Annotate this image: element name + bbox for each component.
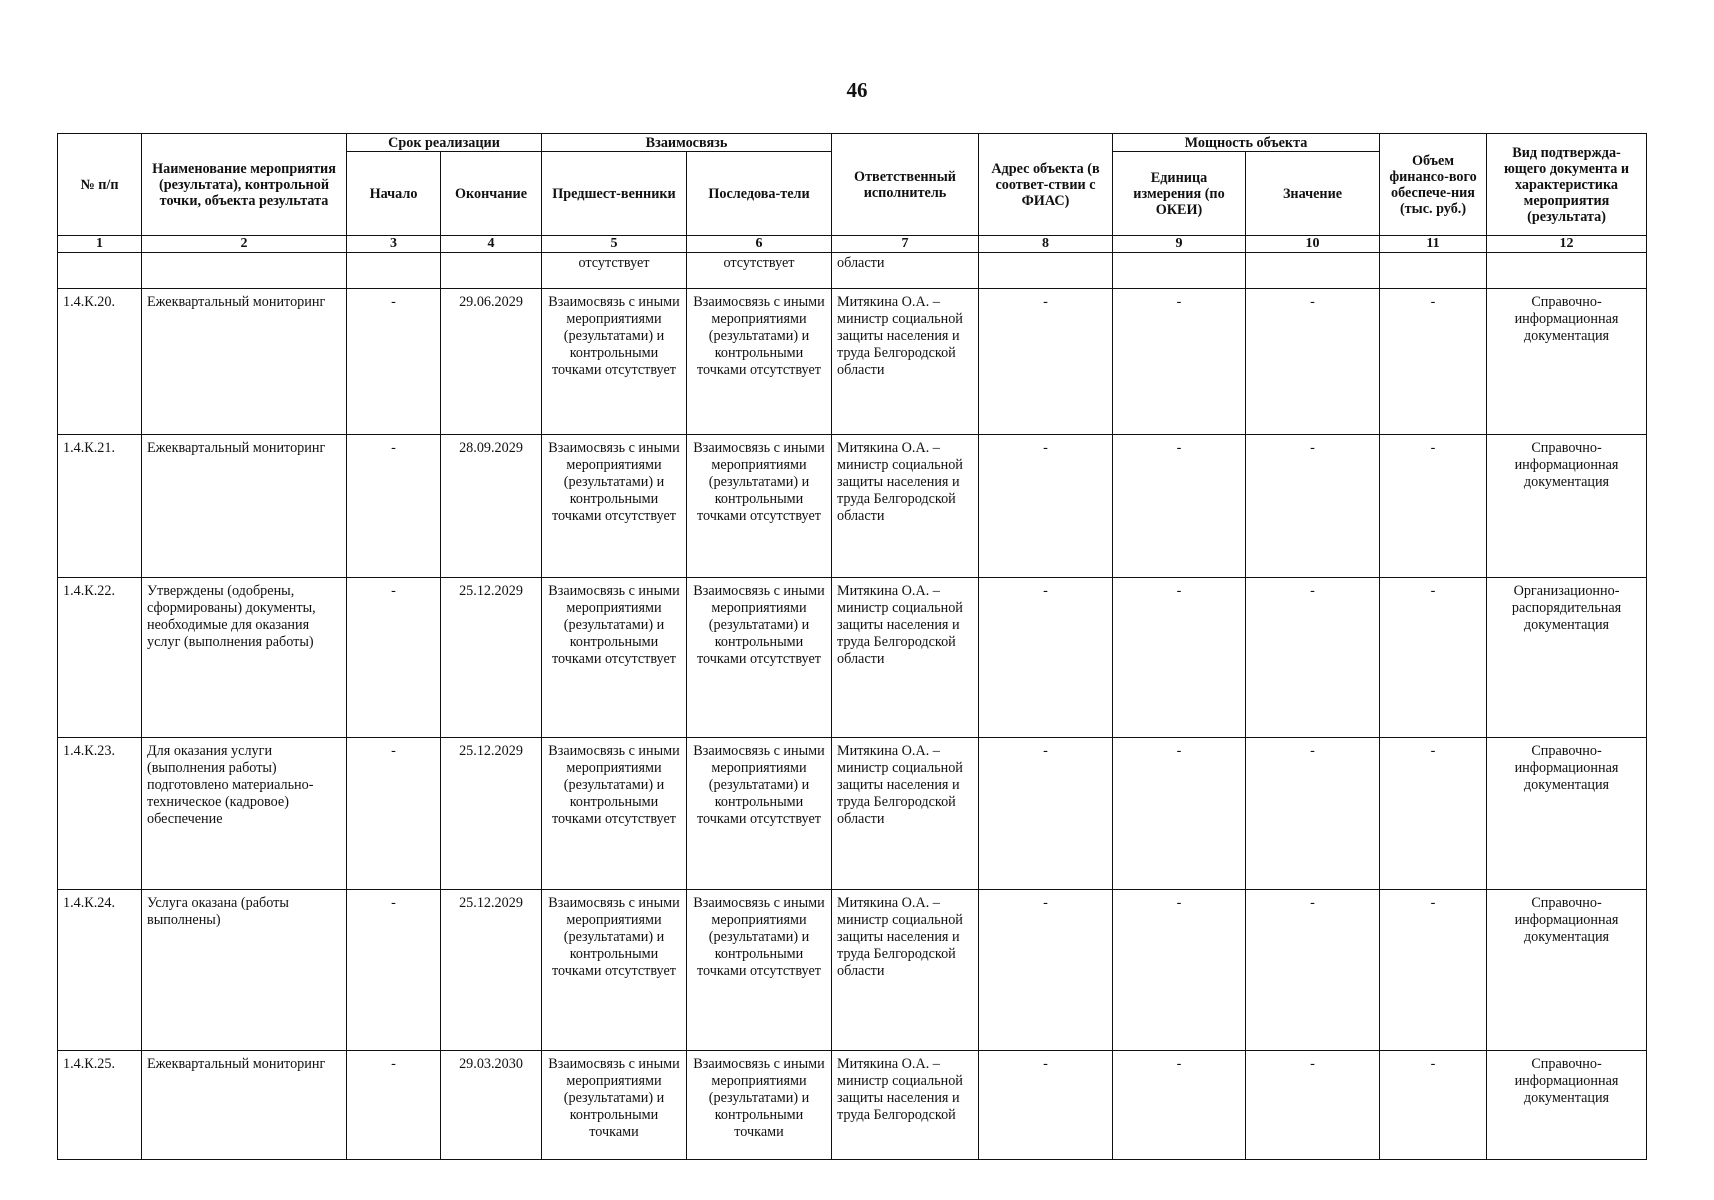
header-responsible: Ответственный исполнитель — [832, 134, 979, 236]
header-predecessors: Предшест-венники — [542, 152, 687, 236]
header-funding: Объем финансо-вого обеспече-ния (тыс. руб.) — [1380, 134, 1487, 236]
cell-end: 28.09.2029 — [441, 435, 542, 578]
header-value: Значение — [1246, 152, 1380, 236]
column-number: 11 — [1380, 236, 1487, 253]
continuation-row — [58, 253, 1647, 289]
table-header — [58, 134, 1647, 253]
header-address: Адрес объекта (в соответ-ствии с ФИАС) — [979, 134, 1113, 236]
cell-successors: Взаимосвязь с иными мероприятиями (результатами) и контрольными точками отсутствует — [687, 435, 832, 578]
cell-predecessors: Взаимосвязь с иными мероприятиями (результатами) и контрольными точками отсутствует — [542, 289, 687, 435]
column-number: 8 — [979, 236, 1113, 253]
cell-document: Справочно-информационная документация — [1487, 435, 1647, 578]
cell-funding: - — [1380, 289, 1487, 435]
header-unit: Единица измерения (по ОКЕИ) — [1113, 152, 1246, 236]
cell-num: 1.4.К.21. — [58, 435, 142, 578]
header-group-srok: Срок реализации — [347, 134, 542, 152]
cell-name: Услуга оказана (работы выполнены) — [142, 890, 347, 1051]
cell-value: - — [1246, 890, 1380, 1051]
cell-value: - — [1246, 738, 1380, 890]
table-row — [58, 289, 1647, 435]
cell-successors: Взаимосвязь с иными мероприятиями (результатами) и контрольными точками отсутствует — [687, 289, 832, 435]
cell-num: 1.4.К.24. — [58, 890, 142, 1051]
header-name: Наименование мероприятия (результата), контрольной точки, объекта результата — [142, 134, 347, 236]
cell-end: 29.06.2029 — [441, 289, 542, 435]
cell-document: Организационно-распорядительная документация — [1487, 578, 1647, 738]
cell-end: 25.12.2029 — [441, 738, 542, 890]
cell-start: - — [347, 890, 441, 1051]
header-group-vzaim: Взаимосвязь — [542, 134, 832, 152]
header-successors: Последова-тели — [687, 152, 832, 236]
cell-funding: - — [1380, 890, 1487, 1051]
column-number: 4 — [441, 236, 542, 253]
cell-address: - — [979, 578, 1113, 738]
header-start: Начало — [347, 152, 441, 236]
cell-name: Ежеквартальный мониторинг — [142, 1051, 347, 1160]
cell-document: Справочно-информационная документация — [1487, 890, 1647, 1051]
cell-predecessors: Взаимосвязь с иными мероприятиями (результатами) и контрольными точками отсутствует — [542, 435, 687, 578]
cell-unit: - — [1113, 890, 1246, 1051]
cell-num: 1.4.К.25. — [58, 1051, 142, 1160]
cell-start: - — [347, 289, 441, 435]
table-row — [58, 890, 1647, 1051]
cell-start: - — [347, 435, 441, 578]
column-number: 1 — [58, 236, 142, 253]
cell-address: - — [979, 890, 1113, 1051]
cell-address: - — [979, 738, 1113, 890]
cell-responsible: Митякина О.А. – министр социальной защиты населения и труда Белгородской области — [832, 435, 979, 578]
cell-successors: Взаимосвязь с иными мероприятиями (результатами) и контрольными точками отсутствует — [687, 578, 832, 738]
column-number: 10 — [1246, 236, 1380, 253]
cell-successors: Взаимосвязь с иными мероприятиями (результатами) и контрольными точками — [687, 1051, 832, 1160]
cell-document: Справочно-информационная документация — [1487, 738, 1647, 890]
cell-funding: - — [1380, 578, 1487, 738]
cell-successors: Взаимосвязь с иными мероприятиями (результатами) и контрольными точками отсутствует — [687, 738, 832, 890]
cell-address: - — [979, 435, 1113, 578]
header-document: Вид подтвержда-ющего документа и характеристика мероприятия (результата) — [1487, 134, 1647, 236]
cell-num: 1.4.К.23. — [58, 738, 142, 890]
table-body — [58, 253, 1647, 1160]
cell-address: - — [979, 1051, 1113, 1160]
cell-unit: - — [1113, 738, 1246, 890]
column-number: 9 — [1113, 236, 1246, 253]
table-row — [58, 578, 1647, 738]
cell-name: Ежеквартальный мониторинг — [142, 289, 347, 435]
cell-predecessors: Взаимосвязь с иными мероприятиями (результатами) и контрольными точками — [542, 1051, 687, 1160]
column-number: 2 — [142, 236, 347, 253]
cell-unit: - — [1113, 289, 1246, 435]
cell-document: Справочно-информационная документация — [1487, 289, 1647, 435]
column-number: 12 — [1487, 236, 1647, 253]
cell-successors: отсутствует — [687, 253, 832, 289]
cell-funding: - — [1380, 1051, 1487, 1160]
implementation-plan-table — [57, 133, 1647, 1160]
cell-unit: - — [1113, 435, 1246, 578]
cell-num: 1.4.К.20. — [58, 289, 142, 435]
cell-responsible: Митякина О.А. – министр социальной защиты населения и труда Белгородской области — [832, 738, 979, 890]
cell-end: 25.12.2029 — [441, 578, 542, 738]
cell-responsible: Митякина О.А. – министр социальной защиты населения и труда Белгородской области — [832, 289, 979, 435]
header-group-moshch: Мощность объекта — [1113, 134, 1380, 152]
column-number: 3 — [347, 236, 441, 253]
cell-successors: Взаимосвязь с иными мероприятиями (результатами) и контрольными точками отсутствует — [687, 890, 832, 1051]
column-numbers-row — [58, 236, 1647, 253]
page-number: 46 — [846, 78, 868, 102]
column-number: 7 — [832, 236, 979, 253]
table-row — [58, 435, 1647, 578]
cell-funding: - — [1380, 738, 1487, 890]
cell-start: - — [347, 1051, 441, 1160]
header-end: Окончание — [441, 152, 542, 236]
cell-start: - — [347, 578, 441, 738]
cell-value: - — [1246, 578, 1380, 738]
header-num: № п/п — [58, 134, 142, 236]
cell-end: 25.12.2029 — [441, 890, 542, 1051]
cell-predecessors: Взаимосвязь с иными мероприятиями (результатами) и контрольными точками отсутствует — [542, 578, 687, 738]
cell-predecessors: Взаимосвязь с иными мероприятиями (результатами) и контрольными точками отсутствует — [542, 890, 687, 1051]
cell-name: Ежеквартальный мониторинг — [142, 435, 347, 578]
cell-value: - — [1246, 1051, 1380, 1160]
cell-responsible: Митякина О.А. – министр социальной защиты населения и труда Белгородской — [832, 1051, 979, 1160]
cell-unit: - — [1113, 1051, 1246, 1160]
cell-value: - — [1246, 435, 1380, 578]
table-row — [58, 1051, 1647, 1160]
cell-num: 1.4.К.22. — [58, 578, 142, 738]
column-number: 5 — [542, 236, 687, 253]
cell-responsible: Митякина О.А. – министр социальной защиты населения и труда Белгородской области — [832, 578, 979, 738]
cell-predecessors: отсутствует — [542, 253, 687, 289]
cell-document: Справочно-информационная документация — [1487, 1051, 1647, 1160]
cell-end: 29.03.2030 — [441, 1051, 542, 1160]
cell-responsible: области — [832, 253, 979, 289]
cell-responsible: Митякина О.А. – министр социальной защиты населения и труда Белгородской области — [832, 890, 979, 1051]
column-number: 6 — [687, 236, 832, 253]
cell-name: Для оказания услуги (выполнения работы) подготовлено материально-техническое (кадровое) обеспечение — [142, 738, 347, 890]
cell-funding: - — [1380, 435, 1487, 578]
cell-address: - — [979, 289, 1113, 435]
table-row — [58, 738, 1647, 890]
cell-name: Утверждены (одобрены, сформированы) документы, необходимые для оказания услуг (выполнения работы) — [142, 578, 347, 738]
cell-start: - — [347, 738, 441, 890]
cell-value: - — [1246, 289, 1380, 435]
cell-unit: - — [1113, 578, 1246, 738]
cell-predecessors: Взаимосвязь с иными мероприятиями (результатами) и контрольными точками отсутствует — [542, 738, 687, 890]
